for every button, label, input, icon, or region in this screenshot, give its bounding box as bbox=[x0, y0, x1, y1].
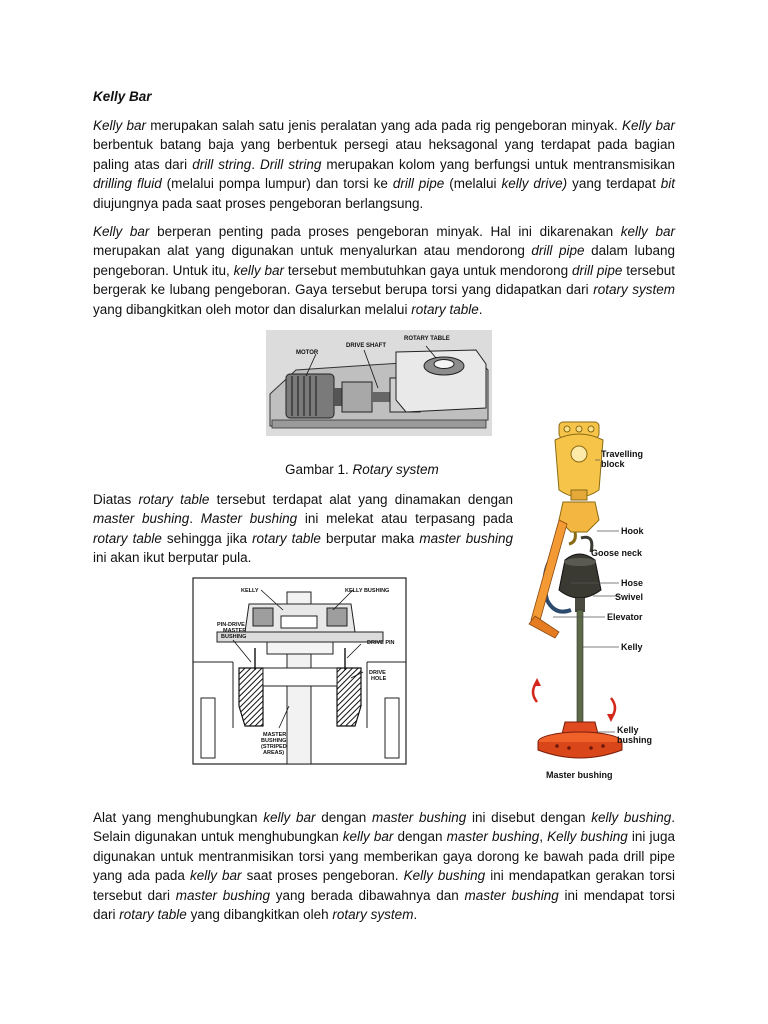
rotary-system-figure bbox=[266, 330, 492, 436]
italic-term: kelly bar bbox=[263, 810, 316, 825]
text-run: . bbox=[478, 301, 483, 317]
label-master-bushing-line-4: AREAS) bbox=[263, 750, 285, 756]
label-hose: Hose bbox=[621, 578, 644, 588]
text-run: merupakan kolom yang berfungsi untuk mentransmisikan bbox=[321, 156, 675, 172]
paragraph-master-bushing bbox=[93, 490, 513, 568]
italic-term: Rotary system bbox=[352, 462, 439, 477]
rig-hoisting-equipment-figure bbox=[525, 420, 675, 790]
text-run: yang berada dibawahnya dan bbox=[270, 887, 465, 903]
italic-term: master bushing bbox=[464, 887, 559, 903]
label-drive-hole-line-2: HOLE bbox=[371, 676, 387, 682]
paragraph-kelly-bar-definition bbox=[93, 116, 675, 213]
italic-term: Kelly bushing bbox=[547, 829, 628, 845]
text-run: (melalui bbox=[444, 176, 502, 192]
label-motor: MOTOR bbox=[296, 350, 319, 356]
italic-term: drill pipe bbox=[531, 243, 585, 259]
label-elevator: Elevator bbox=[607, 612, 643, 622]
label-master-bushing-line-2: BUSHING bbox=[261, 738, 287, 744]
paragraph-kelly-bushing bbox=[93, 808, 675, 924]
text-run: yang dibangkitkan oleh motor dan disalurkan melalui bbox=[93, 301, 412, 317]
italic-term: drill pipe bbox=[571, 262, 623, 278]
italic-term: kelly bushing bbox=[591, 810, 672, 825]
text-run: merupakan alat yang digunakan untuk menyalurkan atau mendorong bbox=[93, 243, 532, 259]
italic-term: kelly bar bbox=[233, 262, 284, 278]
text-run: diujungnya pada saat proses pengeboran berlangsung. bbox=[93, 195, 424, 211]
text-run: ini juga digunakan untuk mentranmisikan torsi yang memberikan gaya dorong ke bawah pada drill pipe yang ada pada bbox=[93, 829, 675, 884]
label-travelling-block-line-1: Travelling bbox=[601, 449, 644, 459]
label-rotary-table: ROTARY TABLE bbox=[404, 336, 450, 342]
text-run: Diatas bbox=[93, 492, 139, 507]
text-run: berbentuk batang baja yang berbentuk persegi atau heksagonal yang terdapat pada bagian paling atas dari bbox=[93, 137, 675, 172]
text-run: Gambar 1. bbox=[285, 462, 353, 477]
italic-term: bit bbox=[660, 176, 676, 192]
text-run: dengan bbox=[393, 829, 447, 845]
section-heading: Kelly Bar bbox=[93, 89, 152, 104]
text-run: tersebut bergerak ke lubang pengeboran. Gaya tersebut berupa torsi yang didapatkan dari bbox=[93, 262, 675, 298]
label-pin-drive-line-1: PIN-DRIVE bbox=[217, 622, 245, 628]
text-run: (melalui pompa lumpur) dan torsi ke bbox=[161, 176, 393, 192]
italic-term: rotary table bbox=[138, 492, 210, 507]
text-run: dengan bbox=[315, 810, 372, 825]
italic-term: rotary table bbox=[93, 530, 162, 546]
text-run: , bbox=[539, 829, 548, 845]
italic-term: master bushing bbox=[175, 887, 271, 903]
text-run: . bbox=[251, 156, 261, 172]
rotation-arrows-icon bbox=[533, 678, 615, 722]
text-run: merupakan salah satu jenis peralatan yang ada pada rig pengeboran minyak. bbox=[146, 118, 622, 133]
italic-term: master bushing bbox=[419, 530, 513, 546]
label-kelly: Kelly bbox=[621, 642, 643, 652]
italic-term: kelly bar bbox=[189, 868, 242, 884]
travelling-block-icon bbox=[555, 422, 603, 500]
text-run: . bbox=[189, 511, 201, 527]
label-pin-drive-line-3: BUSHING bbox=[221, 634, 247, 640]
label-drive-pin: DRIVE PIN bbox=[367, 640, 395, 646]
text-run: ini mendapat torsi dari bbox=[93, 887, 675, 923]
kelly-bar-icon bbox=[577, 610, 583, 724]
text-run: berperan penting pada proses pengeboran minyak. Hal ini dikarenakan bbox=[149, 224, 621, 239]
label-swivel: Swivel bbox=[615, 592, 644, 602]
italic-term: drill pipe bbox=[392, 176, 445, 192]
label-pin-drive-line-2: MASTER bbox=[223, 628, 247, 634]
italic-term: rotary table bbox=[119, 907, 187, 923]
text-run: ini melekat atau terpasang pada bbox=[297, 511, 513, 527]
italic-term: Kelly bar bbox=[93, 224, 150, 239]
italic-term: Drill string bbox=[260, 156, 322, 172]
italic-term: rotary system bbox=[593, 282, 675, 298]
text-run: . bbox=[413, 907, 418, 923]
label-kelly-bushing-line-1: Kelly bbox=[617, 725, 639, 735]
italic-term: kelly bar bbox=[342, 829, 394, 845]
text-run: ini akan ikut berputar pula. bbox=[93, 550, 252, 566]
label-hook: Hook bbox=[621, 526, 644, 536]
italic-term: master bushing bbox=[371, 810, 467, 825]
kelly-bushing-cross-section-figure bbox=[193, 578, 406, 764]
text-run: ini mendapatkan gerakan torsi tersebut dari bbox=[93, 868, 675, 903]
italic-term: kelly bar bbox=[620, 224, 675, 239]
text-run: tersebut membutuhkan gaya untuk mendorong bbox=[284, 262, 572, 278]
text-run: . Selain digunakan untuk menghubungkan bbox=[93, 810, 675, 845]
italic-term: Kelly bar bbox=[621, 118, 676, 133]
paragraph-kelly-bar-role bbox=[93, 222, 675, 319]
label-kelly-bushing-line-2: bushing bbox=[617, 735, 652, 745]
text-run: berputar maka bbox=[320, 530, 420, 546]
italic-term: master bushing bbox=[93, 511, 190, 527]
label-kelly: KELLY bbox=[241, 588, 259, 594]
text-run: ini disebut dengan bbox=[466, 810, 592, 825]
label-kelly-bushing: KELLY BUSHING bbox=[345, 588, 390, 594]
text-run: yang dibangkitkan oleh bbox=[186, 907, 333, 923]
italic-term: rotary system bbox=[332, 907, 414, 923]
label-master-bushing-line-3: (STRIPED bbox=[261, 744, 287, 750]
italic-term: master bushing bbox=[446, 829, 540, 845]
italic-term: rotary table bbox=[252, 530, 321, 546]
label-goose-neck: Goose neck bbox=[591, 548, 643, 558]
italic-term: Master bushing bbox=[200, 511, 298, 527]
label-drive-shaft: DRIVE SHAFT bbox=[346, 343, 387, 349]
italic-term: kelly drive) bbox=[501, 176, 568, 192]
italic-term: Kelly bushing bbox=[403, 868, 486, 884]
label-travelling-block-line-2: block bbox=[601, 459, 625, 469]
label-master-bushing: Master bushing bbox=[546, 770, 613, 780]
label-master-bushing-line-1: MASTER bbox=[263, 732, 287, 738]
italic-term: drilling fluid bbox=[93, 176, 162, 192]
master-bushing-icon bbox=[538, 732, 622, 758]
text-run: yang terdapat bbox=[567, 176, 661, 192]
text-run: Alat yang menghubungkan bbox=[93, 810, 264, 825]
text-run: sehingga jika bbox=[161, 530, 253, 546]
italic-term: drill string bbox=[192, 156, 252, 172]
italic-term: rotary table bbox=[411, 301, 479, 317]
label-drive-hole-line-1: DRIVE bbox=[369, 670, 386, 676]
italic-term: Kelly bar bbox=[93, 118, 147, 133]
text-run: saat proses pengeboran. bbox=[241, 868, 404, 884]
figure-caption bbox=[285, 462, 439, 477]
text-run: dalam lubang pengeboran. Untuk itu, bbox=[93, 243, 676, 278]
text-run: tersebut terdapat alat yang dinamakan dengan bbox=[209, 492, 513, 507]
